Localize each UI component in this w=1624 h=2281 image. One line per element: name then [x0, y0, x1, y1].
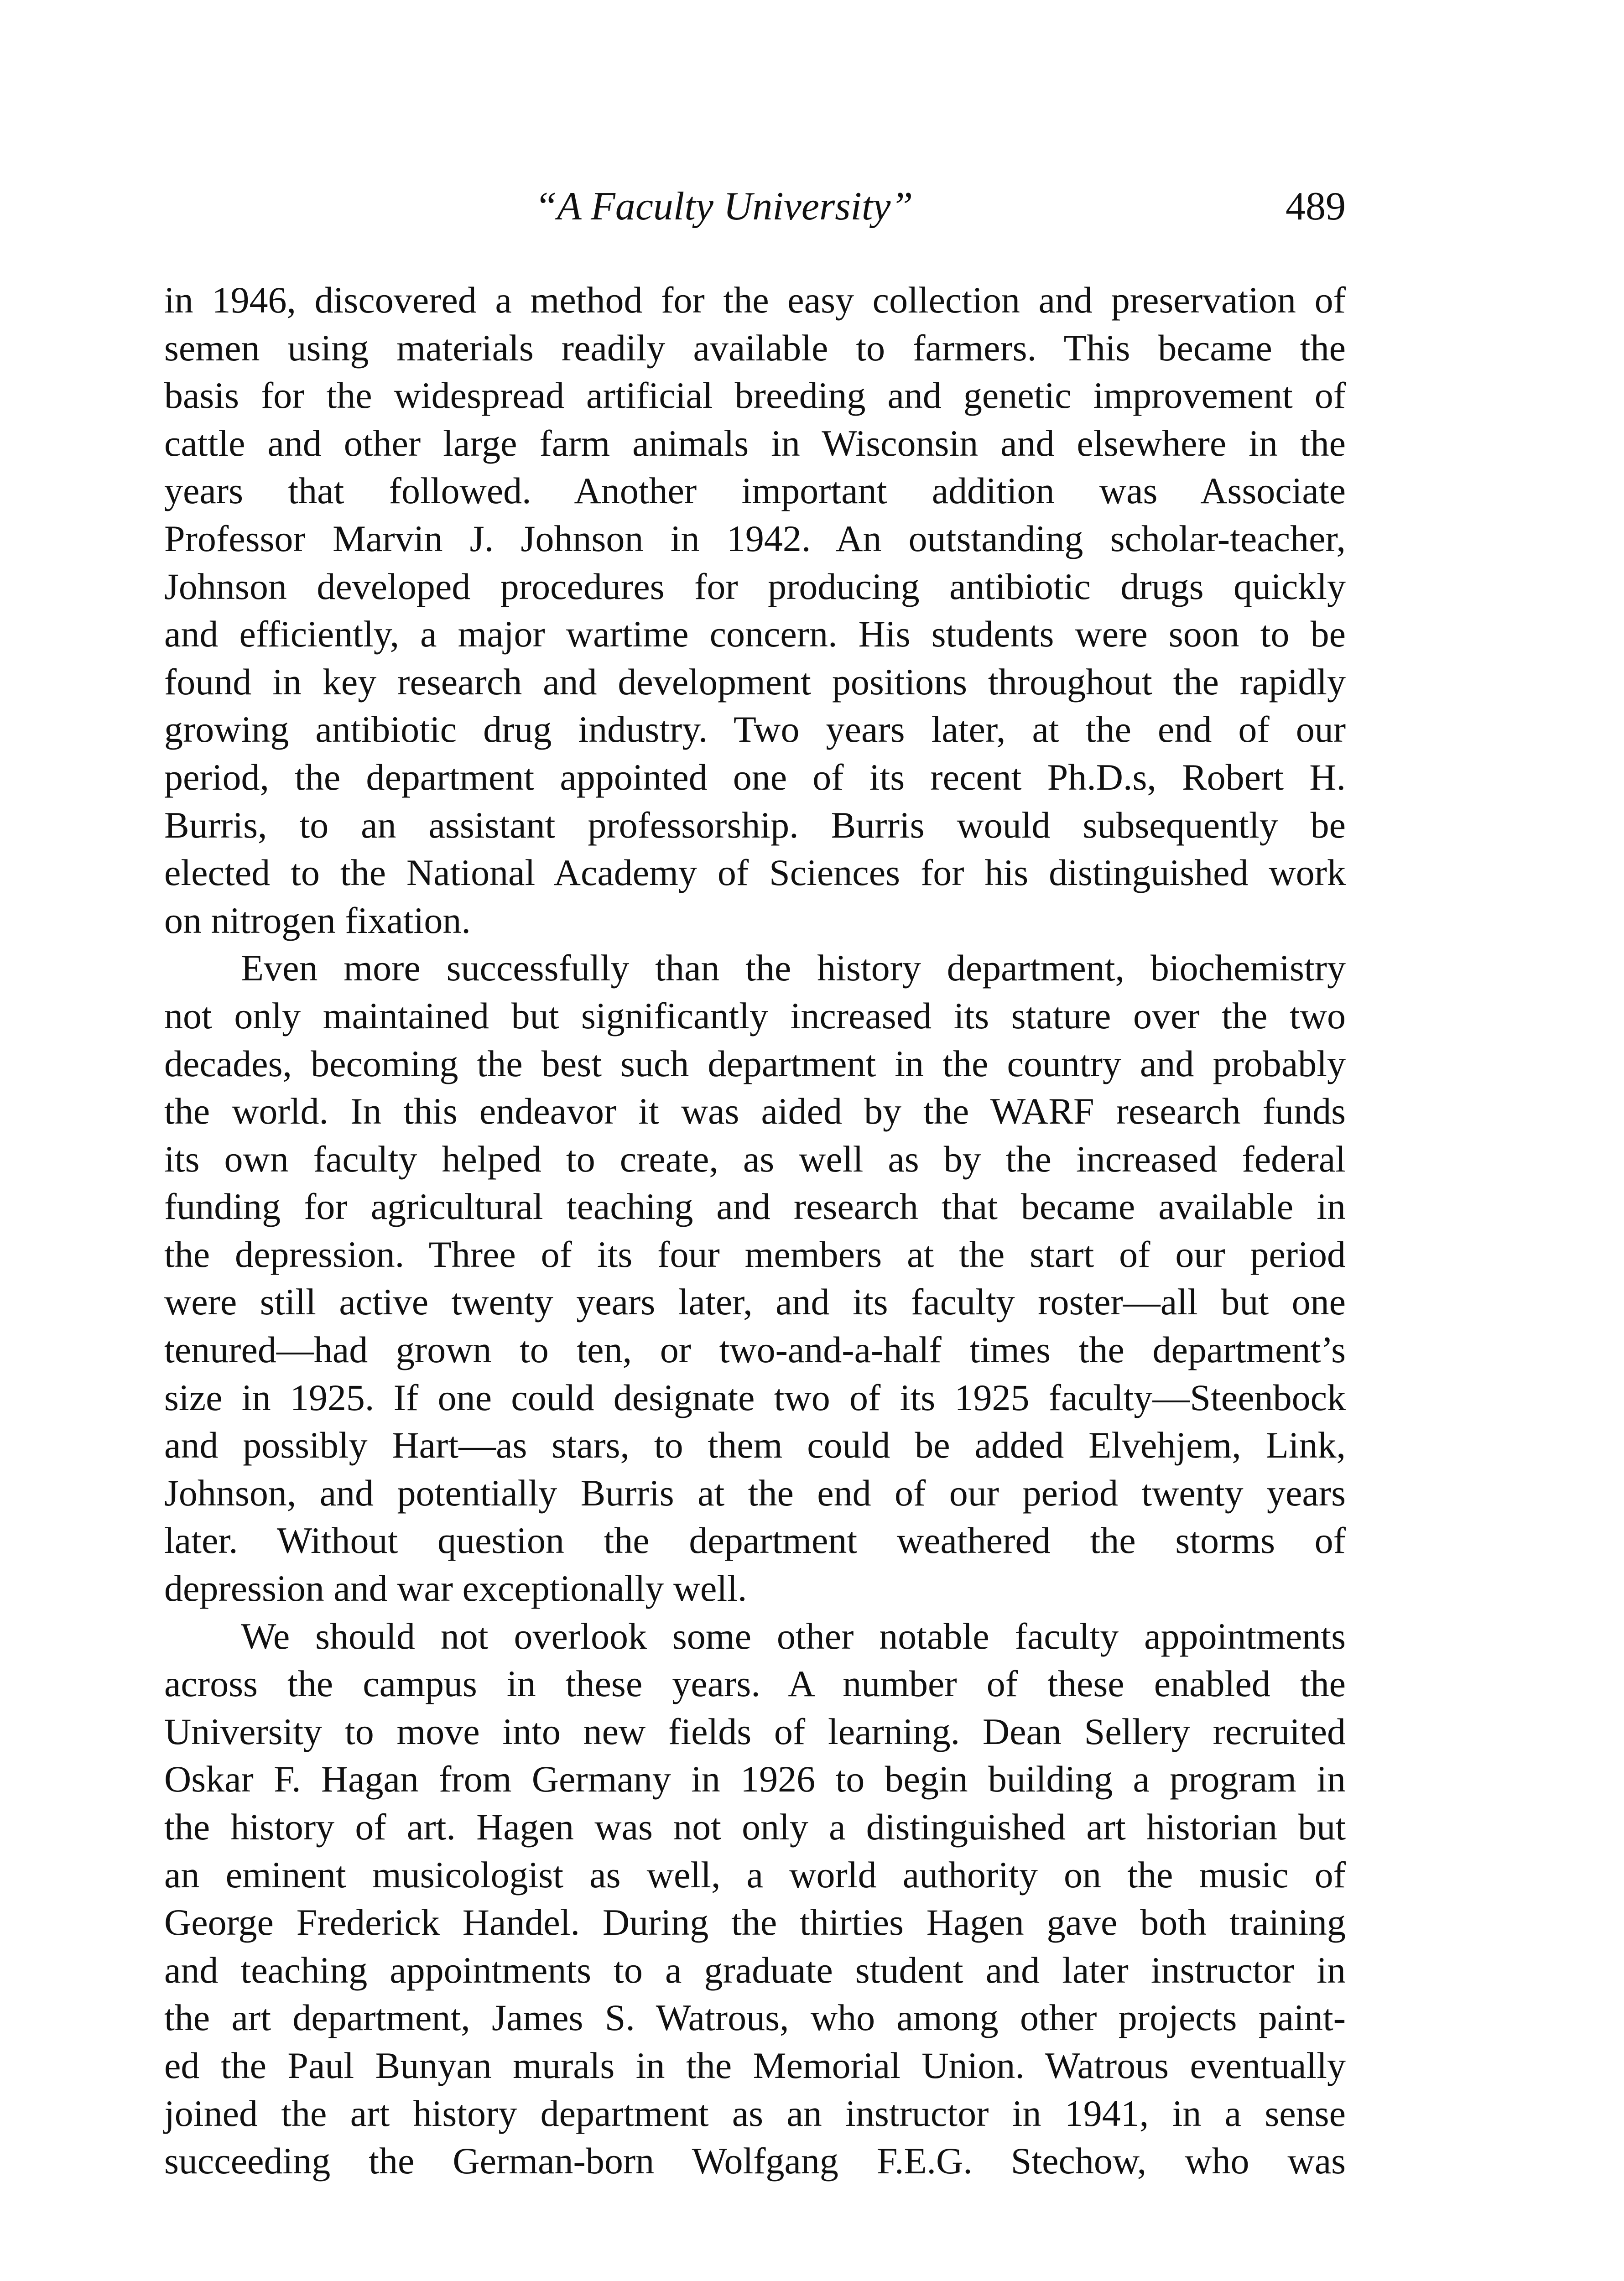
- text-line: Burris, to an assistant professorship. Burris would subsequently be: [164, 804, 1346, 846]
- running-title: “A Faculty University”: [535, 184, 913, 229]
- text-line: basis for the widespread artificial breeding and genetic improvement of: [164, 375, 1346, 417]
- text-line: Johnson developed procedures for producing antibiotic drugs quickly: [164, 565, 1346, 607]
- text-line: not only maintained but significantly increased its stature over the two: [164, 995, 1346, 1036]
- text-line: decades, becoming the best such department in the country and probably: [164, 1042, 1346, 1084]
- text-line: Professor Marvin J. Johnson in 1942. An outstanding scholar-teacher,: [164, 517, 1346, 559]
- text-line: Johnson, and potentially Burris at the end of our period twenty years: [164, 1472, 1346, 1514]
- body-text: [164, 276, 1346, 2185]
- text-line: and efficiently, a major wartime concern. His students were soon to be: [164, 613, 1346, 655]
- text-line: period, the department appointed one of its recent Ph.D.s, Robert H.: [164, 756, 1346, 798]
- text-line: University to move into new fields of learning. Dean Sellery recruited: [164, 1710, 1346, 1752]
- text-line: funding for agricultural teaching and research that became available in: [164, 1186, 1346, 1228]
- text-line: ed the Paul Bunyan murals in the Memorial Union. Watrous eventually: [164, 2044, 1346, 2086]
- text-line: We should not overlook some other notable faculty appointments: [241, 1615, 1346, 1657]
- text-line: depression and war exceptionally well.: [164, 1568, 747, 1609]
- text-line: later. Without question the department weathered the storms of: [164, 1520, 1346, 1562]
- text-line: years that followed. Another important addition was Associate: [164, 470, 1346, 512]
- text-line: growing antibiotic drug industry. Two years later, at the end of our: [164, 708, 1346, 750]
- text-line: were still active twenty years later, and its faculty roster—all but one: [164, 1281, 1346, 1323]
- text-line: across the campus in these years. A number of these enabled the: [164, 1663, 1346, 1705]
- text-line: semen using materials readily available to farmers. This became the: [164, 327, 1346, 369]
- text-line: succeeding the German-born Wolfgang F.E.G. Stechow, who was: [164, 2140, 1346, 2182]
- text-line: Oskar F. Hagan from Germany in 1926 to begin building a program in: [164, 1758, 1346, 1800]
- text-line: an eminent musicologist as well, a world authority on the music of: [164, 1854, 1346, 1896]
- text-line: the art department, James S. Watrous, who among other projects paint-: [164, 1997, 1346, 2039]
- text-line: elected to the National Academy of Sciences for his distinguished work: [164, 852, 1346, 894]
- text-line: and possibly Hart—as stars, to them could be added Elvehjem, Link,: [164, 1424, 1346, 1466]
- text-line: tenured—had grown to ten, or two-and-a-half times the department’s: [164, 1329, 1346, 1371]
- text-line: and teaching appointments to a graduate student and later instructor in: [164, 1949, 1346, 1991]
- text-line: Even more successfully than the history department, biochemistry: [241, 947, 1346, 989]
- text-line: its own faculty helped to create, as well as by the increased federal: [164, 1138, 1346, 1180]
- text-line: the history of art. Hagen was not only a distinguished art historian but: [164, 1806, 1346, 1848]
- text-line: joined the art history department as an instructor in 1941, in a sense: [164, 2092, 1346, 2134]
- running-header: [164, 177, 1346, 236]
- text-line: size in 1925. If one could designate two of its 1925 faculty—Steenbock: [164, 1376, 1346, 1418]
- text-line: George Frederick Handel. During the thirties Hagen gave both training: [164, 1901, 1346, 1943]
- text-line: cattle and other large farm animals in Wisconsin and elsewhere in the: [164, 422, 1346, 464]
- text-line: the world. In this endeavor it was aided by the WARF research funds: [164, 1090, 1346, 1132]
- text-line: on nitrogen fixation.: [164, 899, 471, 941]
- page-number: 489: [1286, 184, 1346, 229]
- text-line: found in key research and development positions throughout the rapidly: [164, 661, 1346, 703]
- text-line: in 1946, discovered a method for the easy collection and preservation of: [164, 279, 1346, 321]
- text-line: the depression. Three of its four members at the start of our period: [164, 1233, 1346, 1275]
